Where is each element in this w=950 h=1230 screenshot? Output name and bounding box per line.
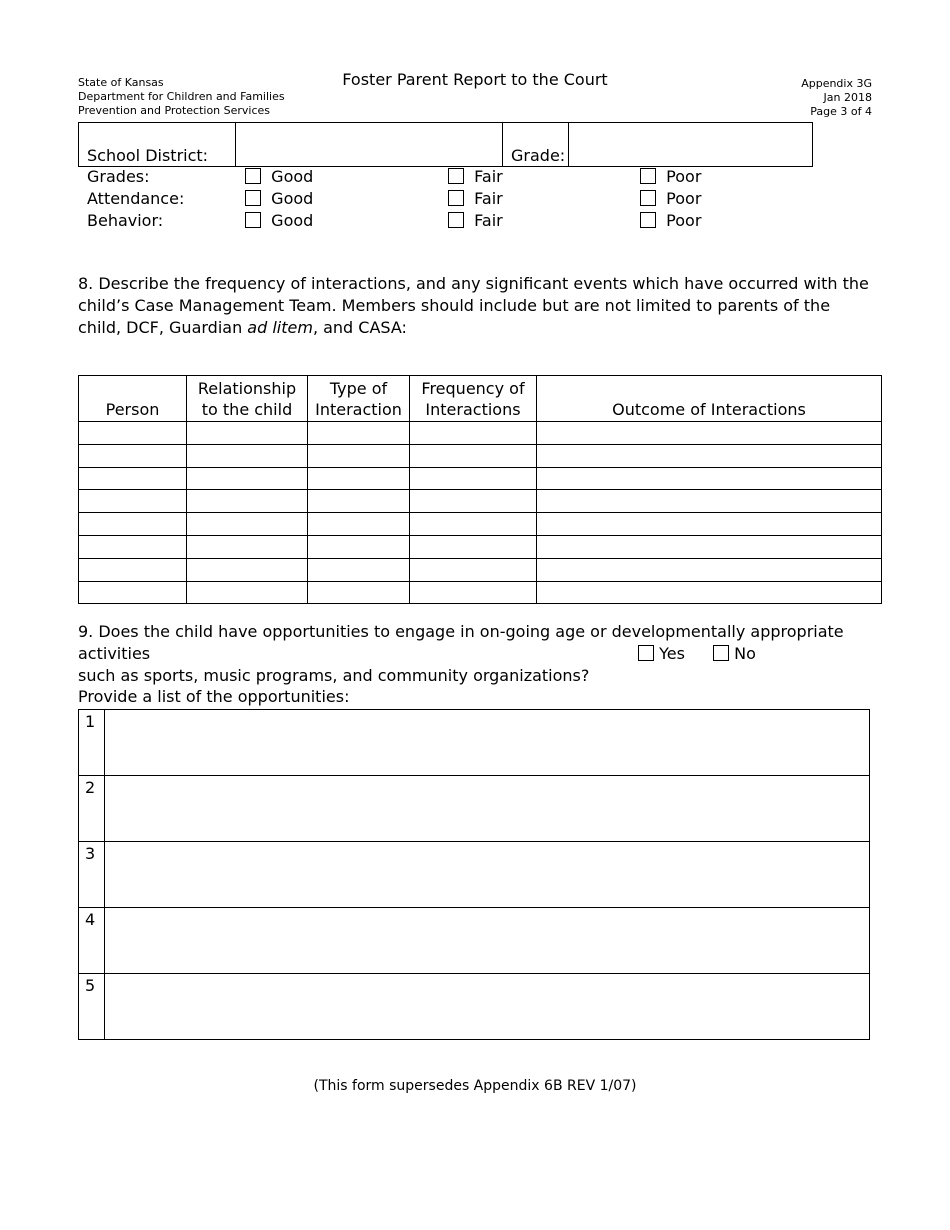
attendance-fair-checkbox[interactable] — [448, 190, 464, 206]
table-cell[interactable] — [308, 490, 410, 513]
behavior-label: Behavior: — [87, 211, 164, 230]
header-division: Prevention and Protection Services — [78, 104, 271, 117]
behavior-fair-option[interactable] — [448, 210, 503, 232]
table-cell[interactable] — [308, 513, 410, 536]
table-cell[interactable] — [79, 513, 187, 536]
table-cell[interactable] — [79, 467, 187, 490]
opportunity-row — [79, 842, 870, 908]
question-8-italic: ad litem — [247, 318, 313, 337]
opportunity-row — [79, 710, 870, 776]
grade-field[interactable] — [569, 123, 813, 167]
table-cell[interactable] — [187, 490, 308, 513]
grades-good-option[interactable] — [245, 166, 313, 188]
table-cell[interactable] — [410, 558, 537, 581]
footer-note: (This form supersedes Appendix 6B REV 1/07) — [313, 1078, 637, 1094]
table-row — [79, 535, 882, 558]
table-cell[interactable] — [308, 444, 410, 467]
table-cell[interactable] — [79, 422, 187, 445]
table-cell[interactable] — [537, 513, 882, 536]
opportunity-row — [79, 974, 870, 1040]
opportunity-row — [79, 776, 870, 842]
table-cell[interactable] — [410, 581, 537, 604]
opportunity-field[interactable] — [105, 974, 870, 1040]
table-cell[interactable] — [187, 535, 308, 558]
table-cell[interactable] — [410, 535, 537, 558]
attendance-poor-option[interactable] — [640, 188, 701, 210]
column-header-outcome: Outcome of Interactions — [537, 376, 882, 422]
opportunity-field[interactable] — [105, 908, 870, 974]
table-cell[interactable] — [537, 444, 882, 467]
opportunities-label: Provide a list of the opportunities: — [78, 687, 350, 706]
opportunity-field[interactable] — [105, 842, 870, 908]
table-row — [79, 467, 882, 490]
row-number: 2 — [79, 776, 105, 842]
option-label: Good — [271, 189, 314, 208]
option-label: Good — [271, 167, 314, 186]
table-cell[interactable] — [537, 422, 882, 445]
behavior-fair-checkbox[interactable] — [448, 212, 464, 228]
opportunity-row — [79, 908, 870, 974]
table-cell[interactable] — [308, 558, 410, 581]
table-cell[interactable] — [410, 513, 537, 536]
table-cell[interactable] — [410, 422, 537, 445]
opportunity-field[interactable] — [105, 710, 870, 776]
question-9 — [78, 621, 908, 687]
behavior-poor-option[interactable] — [640, 210, 701, 232]
row-number: 4 — [79, 908, 105, 974]
table-cell[interactable] — [537, 535, 882, 558]
question-8-text: 8. Describe the frequency of interactions, and any significant events which have occurred with the child’s Case Management Team. Members should include but are not limited to parents of the child, DCF, Guardian — [78, 274, 869, 337]
table-cell[interactable] — [79, 581, 187, 604]
table-cell[interactable] — [79, 535, 187, 558]
table-row — [79, 581, 882, 604]
column-header-person: Person — [79, 376, 187, 422]
table-cell[interactable] — [308, 467, 410, 490]
school-district-field[interactable] — [236, 123, 503, 167]
header-state: State of Kansas — [78, 76, 164, 89]
option-label: Good — [271, 211, 314, 230]
table-cell[interactable] — [187, 513, 308, 536]
table-cell[interactable] — [187, 558, 308, 581]
table-cell[interactable] — [537, 581, 882, 604]
table-row — [79, 422, 882, 445]
row-number: 3 — [79, 842, 105, 908]
row-number: 1 — [79, 710, 105, 776]
question-8-text-end: , and CASA: — [312, 318, 407, 337]
table-cell[interactable] — [187, 444, 308, 467]
school-info-table — [78, 122, 813, 167]
table-cell[interactable] — [187, 422, 308, 445]
column-header-frequency: Frequency of Interactions — [410, 376, 537, 422]
header-department: Department for Children and Families — [78, 90, 285, 103]
grades-fair-option[interactable] — [448, 166, 503, 188]
row-number: 5 — [79, 974, 105, 1040]
appendix-label: Appendix 3G — [801, 77, 872, 90]
table-cell[interactable] — [410, 467, 537, 490]
table-row — [79, 444, 882, 467]
question-9-line-2: such as sports, music programs, and community organizations? — [78, 666, 590, 685]
yes-label: Yes — [659, 644, 685, 663]
attendance-poor-checkbox[interactable] — [640, 190, 656, 206]
question-9-line-1: 9. Does the child have opportunities to engage in on-going age or developmentally appropriate activities — [78, 622, 844, 663]
grade-label: Grade: — [503, 123, 569, 167]
no-option[interactable] — [713, 643, 756, 665]
page-title: Foster Parent Report to the Court — [342, 70, 608, 89]
attendance-fair-option[interactable] — [448, 188, 503, 210]
table-cell[interactable] — [537, 490, 882, 513]
attendance-good-option[interactable] — [245, 188, 313, 210]
table-row — [79, 490, 882, 513]
rating-fair-column — [448, 166, 503, 232]
behavior-poor-checkbox[interactable] — [640, 212, 656, 228]
table-cell[interactable] — [79, 558, 187, 581]
table-cell[interactable] — [308, 535, 410, 558]
no-checkbox[interactable] — [713, 645, 729, 661]
rating-labels — [87, 166, 184, 232]
table-cell[interactable] — [537, 467, 882, 490]
column-header-relationship: Relationship to the child — [187, 376, 308, 422]
table-cell[interactable] — [308, 581, 410, 604]
yes-checkbox[interactable] — [638, 645, 654, 661]
option-label: Fair — [474, 189, 503, 208]
grades-good-checkbox[interactable] — [245, 168, 261, 184]
table-row — [79, 513, 882, 536]
behavior-good-checkbox[interactable] — [245, 212, 261, 228]
page-number: Page 3 of 4 — [810, 105, 872, 118]
column-header-type: Type of Interaction — [308, 376, 410, 422]
table-cell[interactable] — [410, 490, 537, 513]
table-cell[interactable] — [187, 581, 308, 604]
rating-poor-column — [640, 166, 701, 232]
interactions-table — [78, 375, 882, 604]
revision-date: Jan 2018 — [823, 91, 872, 104]
option-label: Poor — [666, 211, 702, 230]
option-label: Poor — [666, 167, 702, 186]
no-label: No — [734, 644, 756, 663]
table-cell[interactable] — [79, 444, 187, 467]
opportunities-table — [78, 709, 870, 1040]
table-cell[interactable] — [308, 422, 410, 445]
option-label: Fair — [474, 167, 503, 186]
grades-poor-option[interactable] — [640, 166, 701, 188]
attendance-label: Attendance: — [87, 189, 185, 208]
question-8 — [78, 273, 878, 339]
table-cell[interactable] — [79, 490, 187, 513]
grades-label: Grades: — [87, 167, 150, 186]
attendance-good-checkbox[interactable] — [245, 190, 261, 206]
opportunity-field[interactable] — [105, 776, 870, 842]
yes-option[interactable] — [638, 643, 685, 665]
header-document-info — [801, 77, 872, 119]
table-cell[interactable] — [537, 558, 882, 581]
school-district-label: School District: — [79, 123, 236, 167]
table-cell[interactable] — [410, 444, 537, 467]
rating-good-column — [245, 166, 313, 232]
behavior-good-option[interactable] — [245, 210, 313, 232]
table-cell[interactable] — [187, 467, 308, 490]
grades-poor-checkbox[interactable] — [640, 168, 656, 184]
grades-fair-checkbox[interactable] — [448, 168, 464, 184]
option-label: Fair — [474, 211, 503, 230]
table-row — [79, 558, 882, 581]
option-label: Poor — [666, 189, 702, 208]
